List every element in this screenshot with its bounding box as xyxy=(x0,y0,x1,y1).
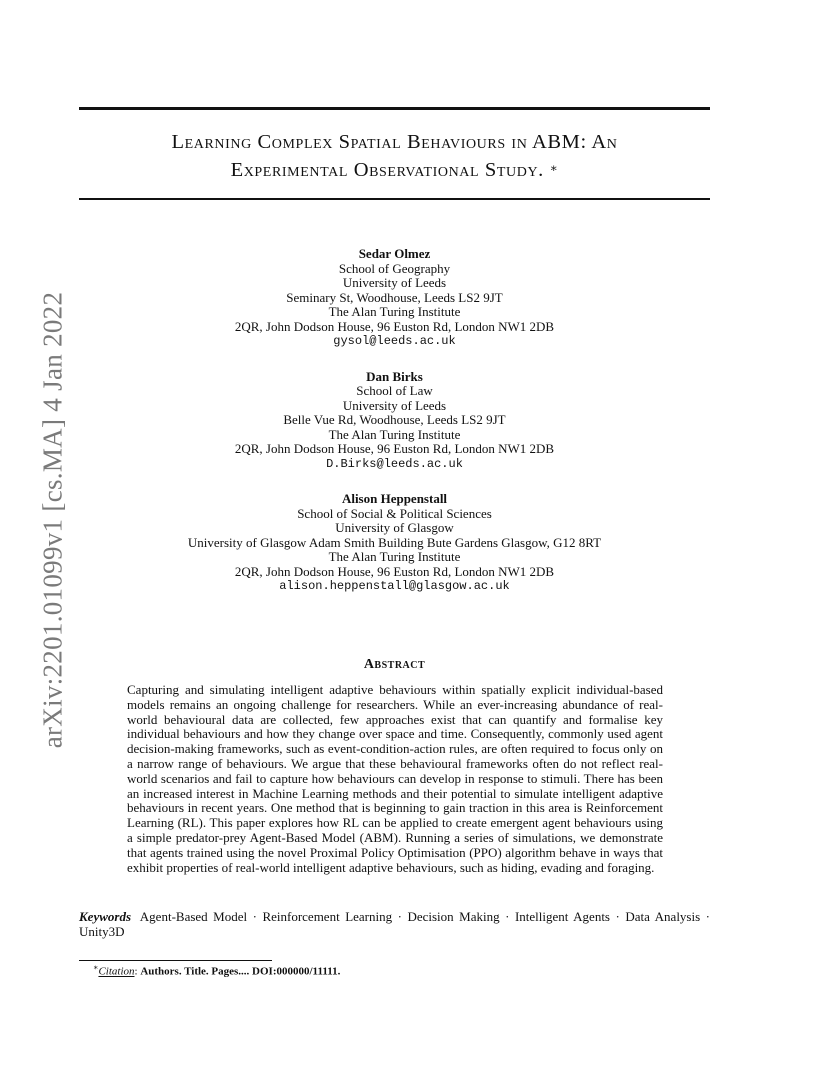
abstract-heading: Abstract xyxy=(363,657,426,672)
abstract-text: Capturing and simulating intelligent adaptive behaviours within spatially explicit individual-based models remains an ongoing challenge for researchers. While an ever-increasing abundance of real-world behavioural data are collected, few approaches exist that can quantify and formalise key individual behaviours and how they change over space and time. Consequently, commonly used agent decision-making frameworks, such as event-condition-action rules, are often required to focus only on a narrow range of behaviours. We argue that these behavioural frameworks often do not reflect real-world scenarios and fail to capture how behaviours can develop in response to stimuli. There has been an increased interest in Machine Learning methods and their potential to simulate intelligent adaptive behaviours in recent years. One method that is beginning to gain traction in this area is Reinforcement Learning (RL). This paper explores how RL can be applied to create emergent agent behaviours using a simple predator-prey Agent-Based Model (ABM). Running a series of simulations, we demonstrate that agents trained using the novel Proximal Policy Optimisation (PPO) algorithm behave in ways that exhibit properties of real-world intelligent adaptive behaviours, such as hiding, evading and foraging. xyxy=(127,682,663,875)
affiliation-line: The Alan Turing Institute xyxy=(328,426,461,442)
title-line-2: Experimental Observational Study. ∗ xyxy=(230,159,559,181)
affiliation-line: University of Glasgow Adam Smith Building Bute Gardens Glasgow, G12 8RT xyxy=(187,534,602,550)
title-line-1: Learning Complex Spatial Behaviours in ABM: An xyxy=(171,131,618,153)
citation-label: Citation xyxy=(98,965,135,978)
keywords-list: Agent-Based Model · Reinforcement Learning · Decision Making · Intelligent Agents · Data Analysis · Unity3D xyxy=(79,909,710,939)
affiliation-line: University of Leeds xyxy=(342,397,447,413)
footnote-rule xyxy=(79,960,272,961)
author-2 xyxy=(79,370,710,472)
author-email[interactable]: alison.heppenstall@glasgow.ac.uk xyxy=(279,579,510,593)
affiliation-line: Seminary St, Woodhouse, Leeds LS2 9JT xyxy=(286,289,503,305)
affiliation-line: School of Social & Political Sciences xyxy=(297,505,492,521)
paper-title xyxy=(79,128,710,184)
title-bottom-rule xyxy=(79,198,710,200)
keywords-section xyxy=(79,910,710,940)
author-1 xyxy=(79,247,710,349)
author-name: Alison Heppenstall xyxy=(341,491,448,506)
author-email[interactable]: D.Birks@leeds.ac.uk xyxy=(326,456,463,471)
title-top-rule xyxy=(79,107,710,110)
keywords-label: Keywords xyxy=(79,909,131,924)
author-3 xyxy=(79,492,710,594)
author-name: Sedar Olmez xyxy=(358,246,431,261)
affiliation-line: The Alan Turing Institute xyxy=(328,549,461,564)
affiliation-line: School of Geography xyxy=(338,260,451,276)
author-email[interactable]: gysol@leeds.ac.uk xyxy=(333,334,456,348)
affiliation-line: 2QR, John Dodson House, 96 Euston Rd, London NW1 2DB xyxy=(234,318,555,334)
arxiv-identifier: arXiv:2201.01099v1 [cs.MA] 4 Jan 2022 xyxy=(37,291,68,749)
affiliation-line: The Alan Turing Institute xyxy=(328,304,461,319)
title-footnote-mark: ∗ xyxy=(549,161,559,175)
footnote-mark: ∗ xyxy=(93,963,99,972)
citation-text: Authors. Title. Pages.... DOI:000000/11111. xyxy=(140,965,341,978)
affiliation-line: 2QR, John Dodson House, 96 Euston Rd, London NW1 2DB xyxy=(234,563,555,579)
affiliation-line: University of Leeds xyxy=(342,275,447,290)
citation-footnote: ∗Citation: Authors. Title. Pages.... DOI:000000/11111. xyxy=(93,963,341,978)
affiliation-line: Belle Vue Rd, Woodhouse, Leeds LS2 9JT xyxy=(283,412,506,427)
author-block xyxy=(79,247,710,615)
affiliation-line: School of Law xyxy=(356,383,433,398)
author-name: Dan Birks xyxy=(366,368,423,384)
affiliation-line: 2QR, John Dodson House, 96 Euston Rd, London NW1 2DB xyxy=(234,441,555,456)
affiliation-line: University of Glasgow xyxy=(335,520,454,535)
